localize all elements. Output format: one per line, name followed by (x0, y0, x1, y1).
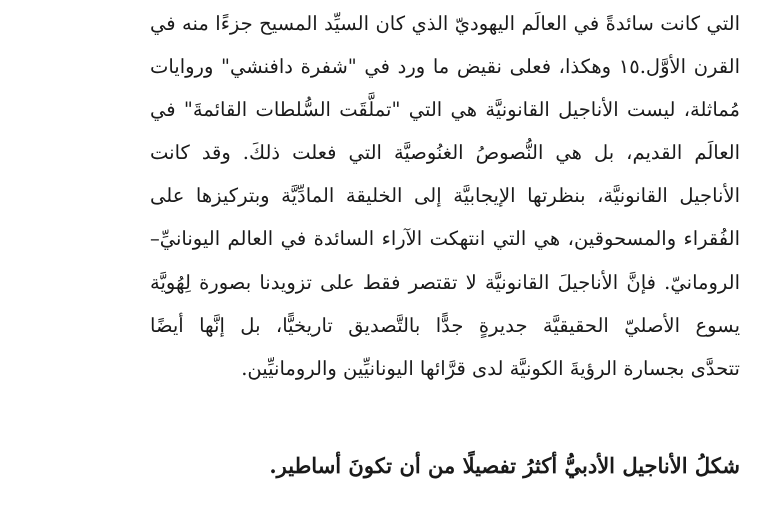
paragraph-line-1: التي كانت سائدةً في العالَم اليهوديّ الذي كان السيِّد المسيح جزءًا منه في (150, 12, 740, 35)
paragraph-line-5: الأناجيل القانونيَّة، بنظرتها الإيجابيَّة إلى الخليقة المادِّيَّة وبتركيزها على (150, 184, 740, 208)
paragraph-line-7: الرومانيّ. فإنَّ الأناجيلَ القانونيَّة لا تقتصر فقط على تزويدنا بصورة لِهُويَّة (150, 270, 740, 294)
paragraph-line-4: العالَم القديم، بل هي النُّصوصُ الغنُوصيَّة التي فعلت ذلكَ. وقد كانت (150, 141, 740, 165)
paragraph-line-9: تتحدَّى بجسارة الرؤيةَ الكونيَّة لدى قرَّائها اليونانيِّين والرومانيِّين. (241, 356, 740, 380)
paragraph-line-8: يسوع الأصليّ الحقيقيَّة جديرةٍ جدًّا بالتَّصديق تاريخيًّا، بل إنَّها أيضًا (150, 313, 740, 337)
paragraph-line-6: الفُقراء والمسحوقين، هي التي انتهكت الآراء السائدة في العالم اليونانيِّ– (150, 227, 740, 251)
section-heading: شكلُ الأناجيل الأدبيُّ أكثرُ تفصيلًا من أن تكونَ أساطير. (269, 453, 740, 478)
paragraph-line-2: القرن الأوَّل.١٥ وهكذا، فعلى نقيض ما ورد في "شفرة دافنشي" وروايات (150, 55, 740, 79)
body-paragraph (150, 2, 740, 390)
paragraph-line-3: مُماثلة، ليست الأناجيل القانونيَّة هي التي "تملَّقَت السُّلطات القائمةَ" في (150, 98, 740, 122)
